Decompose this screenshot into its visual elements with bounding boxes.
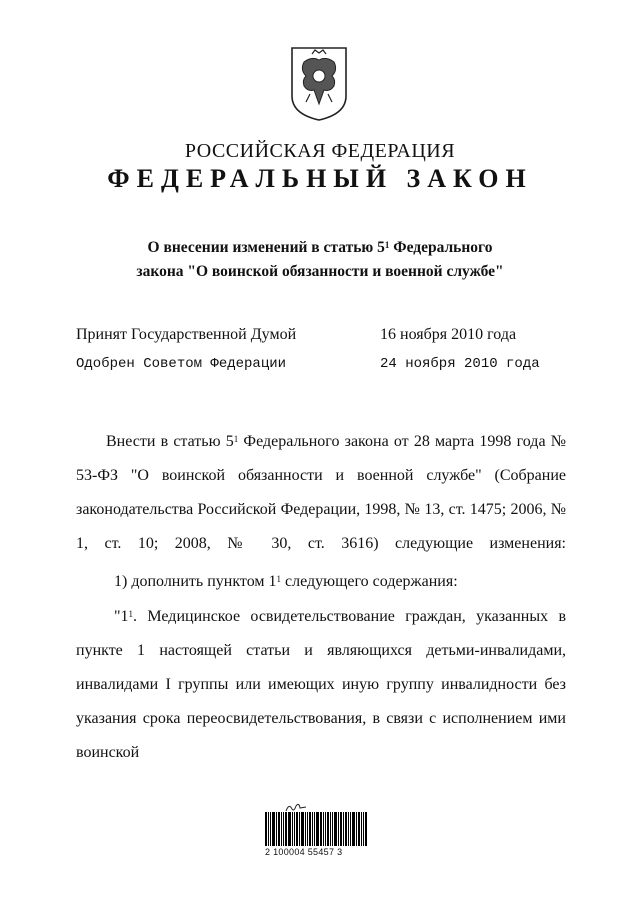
barcode-bar bbox=[330, 812, 331, 846]
coat-of-arms-emblem bbox=[290, 46, 348, 122]
quoted-amendment-paragraph: "$1^1$. Медицинское освидетельствование граждан, указанных в пункте 1 настоящей статьи и являющихся детьми-инвалидами, инвалидами I группы или имеющих иную группу инвалидности без указания срока переосвидетельствования, в связи с исполнением ими воинской bbox=[76, 608, 566, 761]
barcode-bar bbox=[338, 812, 339, 846]
barcode-bar bbox=[334, 812, 337, 846]
barcode-bar bbox=[340, 812, 342, 846]
document-barcode bbox=[265, 800, 380, 860]
barcode-bars bbox=[265, 812, 380, 846]
barcode-bar bbox=[283, 812, 284, 846]
barcode-bar bbox=[276, 812, 277, 846]
barcode-bar bbox=[365, 812, 367, 846]
barcode-bar bbox=[350, 812, 351, 846]
barcode-number: 2 100004 55457 3 bbox=[265, 847, 343, 857]
barcode-bar bbox=[288, 812, 291, 846]
barcode-bar bbox=[307, 812, 308, 846]
barcode-bar bbox=[361, 812, 362, 846]
duma-adoption-label: Принят Государственной Думой bbox=[76, 326, 297, 343]
barcode-bar bbox=[272, 812, 275, 846]
document-type: ФЕДЕРАЛЬНЫЙ ЗАКОН bbox=[107, 164, 533, 193]
law-title-line2: закона "О воинской обязанности и военной службе" bbox=[136, 263, 504, 280]
barcode-bar bbox=[345, 812, 347, 846]
barcode-bar bbox=[358, 812, 360, 846]
barcode-bar bbox=[301, 812, 304, 846]
item-1-paragraph: 1) дополнить пунктом $1^1$ следующего содержания: bbox=[114, 573, 458, 590]
intro-paragraph: Внести в статью $5^1$ Федерального закона от 28 марта 1998 года № 53-ФЗ "О воинской обязанности и военной службе" (Собрание законодательства Российской Федерации, 1998, № 13, ст. 1475; 2006, № 1, ст. 10; 2008, № 30, ст. 3616) следующие изменения: bbox=[76, 433, 566, 552]
barcode-bar bbox=[281, 812, 282, 846]
barcode-bar bbox=[278, 812, 280, 846]
barcode-bar bbox=[356, 812, 357, 846]
barcode-bar bbox=[314, 812, 315, 846]
barcode-bar bbox=[348, 812, 349, 846]
barcode-bar bbox=[343, 812, 344, 846]
barcode-bar bbox=[316, 812, 319, 846]
barcode-bar bbox=[327, 812, 329, 846]
barcode-bar bbox=[265, 812, 267, 846]
barcode-bar bbox=[299, 812, 300, 846]
barcode-bar bbox=[296, 812, 298, 846]
barcode-bar bbox=[363, 812, 364, 846]
barcode-bar bbox=[268, 812, 269, 846]
barcode-bar bbox=[352, 812, 355, 846]
barcode-bar bbox=[294, 812, 295, 846]
duma-adoption-date: 16 ноября 2010 года bbox=[380, 326, 517, 343]
law-title-line1: О внесении изменений в статью $5^1$ Федерального bbox=[147, 239, 493, 256]
barcode-bar bbox=[305, 812, 306, 846]
law-title bbox=[0, 236, 640, 284]
barcode-bar bbox=[323, 812, 324, 846]
handwritten-mark bbox=[285, 800, 307, 812]
barcode-bar bbox=[332, 812, 333, 846]
country-name: РОССИЙСКАЯ ФЕДЕРАЦИЯ bbox=[184, 140, 456, 162]
council-approval-label: Одобрен Советом Федерации bbox=[76, 356, 287, 372]
barcode-bar bbox=[292, 812, 293, 846]
council-approval-date: 24 ноября 2010 года bbox=[380, 356, 540, 372]
barcode-bar bbox=[270, 812, 271, 846]
barcode-bar bbox=[320, 812, 322, 846]
barcode-bar bbox=[325, 812, 326, 846]
barcode-bar bbox=[285, 812, 287, 846]
barcode-bar bbox=[312, 812, 313, 846]
barcode-bar bbox=[309, 812, 311, 846]
